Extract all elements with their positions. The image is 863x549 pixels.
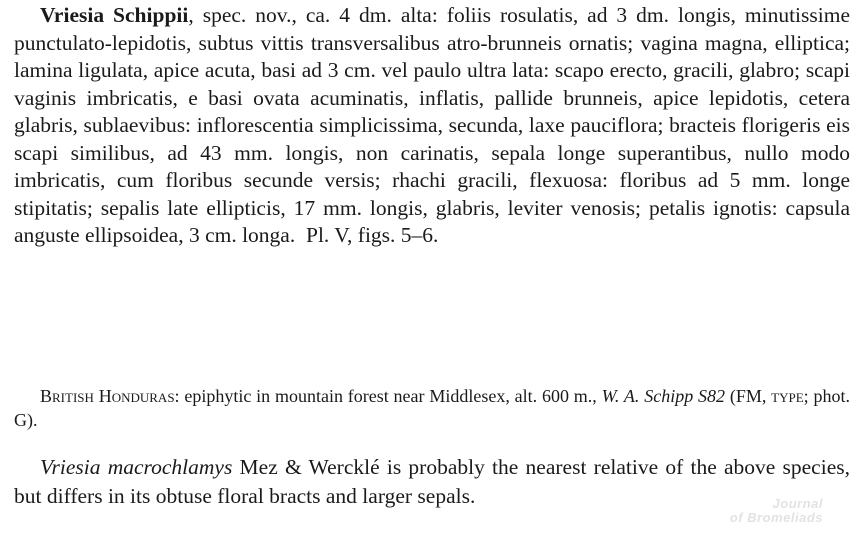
specimen-text-2: (FM, [725, 386, 772, 406]
specimen-text-1: : epiphytic in mountain forest near Middlesex, alt. 600 m., [174, 386, 602, 406]
watermark-line-1: Journal [772, 496, 823, 511]
description-text: , spec. nov., ca. 4 dm. alta: foliis rosulatis, ad 3 dm. longis, minutissime punctulato-lepidotis, subtus vittis transversalibus atro-brunneis ornatis; vagina magna, elliptica; lamina ligulata, apice acuta, basi ad 3 cm. vel paulo ultra lata: scapo erecto, gracili, glabro; scapi vaginis imbricatis, e basi ovata acuminatis, inflatis, pallide brunneis, apice lepidotis, cetera glabris, sublaevibus: inflorescentia simplicissima, secunda, laxe pauciflora; bracteis florigeris eis scapi similibus, ad 43 mm. longis, non carinatis, sepala longe superantibus, nullo modo imbricatis, cum floribus secunde versis; rhachi gracili, flexuosa: floribus ad 5 mm. longe stipitatis; sepalis late ellipticis, 17 mm. longis, glabris, leviter venosis; petalis ignotis: capsula anguste ellipsoidea, 3 cm. longa. [14, 3, 851, 247]
species-name: Vriesia Schippii [40, 3, 189, 27]
species-description-paragraph [14, 2, 850, 250]
watermark-line-2: of Bromeliads [729, 510, 823, 525]
type-label: type [771, 386, 804, 406]
collector-name: W. A. Schipp S82 [601, 386, 726, 406]
specimen-citation-paragraph [14, 384, 850, 432]
plate-reference: Pl. V, figs. 5–6. [305, 223, 439, 247]
related-species-name: Vriesia macrochlamys [40, 455, 233, 479]
note-text: Mez & Wercklé is probably the nearest relative of the above species, but differs in its obtuse floral bracts and larger sepals. [14, 455, 850, 508]
locality-label: British Honduras [40, 386, 175, 406]
specimen-text-3: ; phot. G). [14, 386, 850, 430]
comparison-note-paragraph [14, 453, 850, 511]
